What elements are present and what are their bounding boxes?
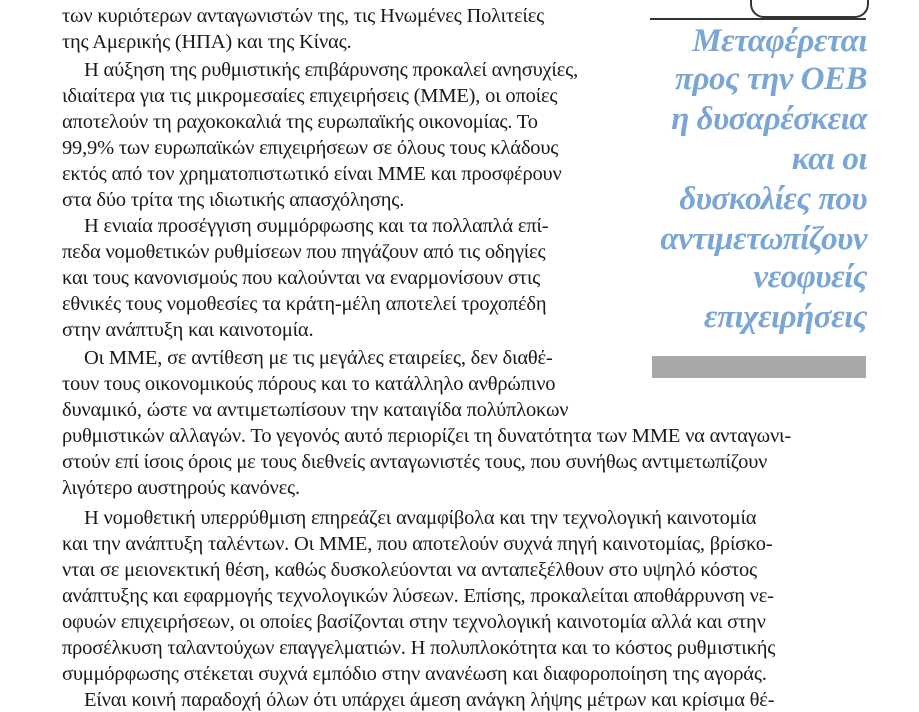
body-line: ιδιαίτερα για τις μικρομεσαίες επιχειρήσεις (ΜΜΕ), οι οποίες — [62, 85, 558, 107]
body-line: Η νομοθετική υπερρύθμιση επηρεάζει αναμφίβολα και την τεχνολογική καινοτομία — [84, 507, 757, 529]
pull-quote-line: προς την ΟΕΒ — [675, 61, 867, 97]
body-line: στούν επί ίσοις όροις με τους διεθνείς ανταγωνιστές τους, που συνήθως αντιμετωπίζουν — [62, 451, 768, 473]
body-line: Οι ΜΜΕ, σε αντίθεση με τις μεγάλες εταιρείες, δεν διαθέ- — [84, 347, 553, 369]
body-line: στην ανάπτυξη και καινοτομία. — [62, 319, 314, 341]
pull-quote-line: και οι — [791, 141, 867, 177]
body-line: εκτός από τον χρηματοπιστωτικό είναι ΜΜΕ και προσφέρουν — [62, 163, 562, 185]
body-line: λιγότερο αυστηρούς κανόνες. — [62, 477, 300, 499]
body-line: Η αύξηση της ρυθμιστικής επιβάρυνσης προκαλεί ανησυχίες, — [84, 59, 578, 81]
body-line: 99,9% των ευρωπαϊκών επιχειρήσεων σε όλους τους κλάδους — [62, 137, 559, 159]
pull-quote-line: νεοφυείς — [753, 259, 867, 295]
body-line: δυναμικό, ώστε να αντιμετωπίσουν την καταιγίδα πολύπλοκων — [62, 399, 569, 421]
pull-quote-rule — [652, 356, 866, 378]
body-line: οφυών επιχειρήσεων, οι οποίες βασίζονται στην τεχνολογική καινοτομία αλλά και στην — [62, 611, 766, 633]
pull-quote-line: επιχειρήσεις — [703, 299, 867, 335]
body-line: της Αμερικής (ΗΠΑ) και της Κίνας. — [62, 31, 352, 53]
body-line: ανάπτυξης και εφαρμογής τεχνολογικών λύσεων. Επίσης, προκαλείται αποθάρρυνση νε- — [62, 585, 774, 607]
pull-quote-line: η δυσαρέσκεια — [671, 101, 867, 137]
body-line: νται σε μειονεκτική θέση, καθώς δυσκολεύονται να ανταπεξέλθουν στο υψηλό κόστος — [62, 559, 757, 581]
body-line: πεδα νομοθετικών ρυθμίσεων που πηγάζουν από τις οδηγίες — [62, 241, 546, 263]
body-line: των κυριότερων ανταγωνιστών της, τις Ηνωμένες Πολιτείες — [62, 5, 545, 27]
pull-quote-line: αντιμετωπίζουν — [660, 221, 867, 257]
body-line: στα δύο τρίτα της ιδιωτικής απασχόλησης. — [62, 189, 405, 211]
top-frame-box — [750, 0, 869, 18]
body-line: συμμόρφωσης στέκεται συχνά εμπόδιο στην ανανέωση και διαφοροποίηση της αγοράς. — [62, 663, 767, 685]
body-line: και τους κανονισμούς που καλούνται να εναρμονίσουν στις — [62, 267, 541, 289]
body-line: Η ενιαία προσέγγιση συμμόρφωσης και τα πολλαπλά επί- — [84, 215, 549, 237]
body-line: ρυθμιστικών αλλαγών. Το γεγονός αυτό περιορίζει τη δυνατότητα των ΜΜΕ να ανταγωνι- — [62, 425, 791, 447]
pull-quote-line: Μεταφέρεται — [692, 23, 867, 59]
body-line: και την ανάπτυξη ταλέντων. Οι ΜΜΕ, που αποτελούν συχνά πηγή καινοτομίας, βρίσκο- — [62, 533, 773, 555]
body-line: αποτελούν τη ραχοκοκαλιά της ευρωπαϊκής οικονομίας. Το — [62, 111, 538, 133]
pull-quote-line: δυσκολίες που — [679, 181, 867, 217]
body-line: προσέλκυση ταλαντούχων επαγγελματιών. Η πολυπλοκότητα και το κόστος ρυθμιστικής — [62, 637, 776, 659]
body-line: εθνικές τους νομοθεσίες τα κράτη-μέλη αποτελεί τροχοπέδη — [62, 293, 547, 315]
body-line: τουν τους οικονομικούς πόρους και το κατάλληλο ανθρώπινο — [62, 373, 556, 395]
body-line: Είναι κοινή παραδοχή όλων ότι υπάρχει άμεση ανάγκη λήψης μέτρων και κρίσιμα θέ- — [84, 689, 775, 711]
